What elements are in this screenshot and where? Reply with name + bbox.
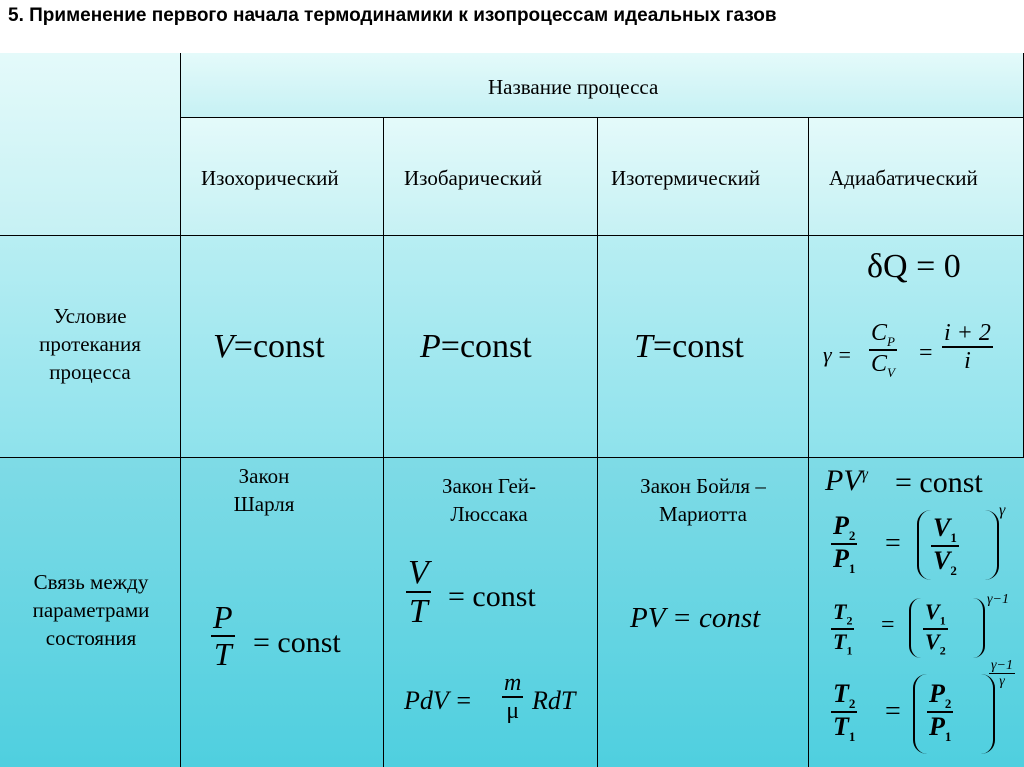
condition-formula: V=const <box>213 328 325 365</box>
process-name-label: Название процесса <box>488 75 659 99</box>
law-name: Закон Шарля <box>233 464 295 516</box>
row-label-relation <box>0 458 181 767</box>
work-lhs: PdV = <box>404 686 473 715</box>
law-isobaric <box>384 458 598 767</box>
condition-isobaric <box>384 236 598 458</box>
process-name-header <box>181 53 1024 118</box>
exponent-fraction: $\frac{\gamma-1}{\gamma}$ <box>991 658 1013 690</box>
exponent: γ−1 <box>987 592 1009 607</box>
temperature-ratio-fraction: $\frac{T_2}{T_1}$ <box>833 679 856 745</box>
condition-formula: T=const <box>634 328 744 365</box>
gay-lussac-rhs: = const <box>448 580 536 613</box>
condition-formula: P=const <box>420 328 532 365</box>
column-header-isothermal <box>598 118 809 236</box>
work-rhs: RdT <box>532 686 576 715</box>
law-isothermal <box>598 458 809 767</box>
law-name: Закон Бойля – Мариотта <box>640 474 766 526</box>
work-fraction: $\frac{m}{\mu}$ <box>504 670 522 725</box>
equals-sign: = <box>919 340 933 366</box>
temperature-ratio-fraction: $\frac{T_2}{T_1}$ <box>833 599 853 657</box>
row-label-text: Условие протекания процесса <box>39 304 141 384</box>
page-title: 5. Применение первого начала термодинамики к изопроцессам идеальных газов <box>0 0 1024 50</box>
column-header-isobaric <box>384 118 598 236</box>
column-label: Изотермический <box>611 166 761 190</box>
condition-adiabatic <box>809 236 1024 458</box>
gay-lussac-fraction: $\frac{V}{T}$ <box>408 554 429 631</box>
delta-q-formula: δQ = 0 <box>867 248 961 285</box>
condition-isochoric <box>181 236 384 458</box>
law-isochoric <box>181 458 384 767</box>
equals-sign: = <box>881 612 895 638</box>
poisson-rhs: = const <box>895 466 983 499</box>
column-label: Изобарический <box>404 166 542 190</box>
exponent: γ <box>999 502 1006 519</box>
poisson-lhs: $PV^\gamma$ <box>825 464 868 497</box>
row-label-text: Связь между параметрами состояния <box>32 570 150 650</box>
law-adiabatic <box>809 458 1024 767</box>
law-name: Закон Гей-Люссака <box>441 474 537 526</box>
charles-rhs: = const <box>253 626 341 659</box>
condition-isothermal <box>598 236 809 458</box>
gamma-lhs: γ = <box>823 342 853 367</box>
paren <box>913 674 995 754</box>
cp-cv-fraction: $\frac{C_P}{C_V}$ <box>871 320 895 380</box>
volume-ratio-fraction: $\frac{V_1}{V_2}$ <box>933 513 957 579</box>
charles-fraction: $\frac{P}{T}$ <box>213 599 233 673</box>
row-label-condition <box>0 236 181 458</box>
degrees-fraction: $\frac{i + 2}{i}$ <box>944 320 991 375</box>
pressure-ratio-fraction: $\frac{P_2}{P_1}$ <box>929 679 952 745</box>
column-label: Адиабатический <box>829 166 978 190</box>
column-header-isochoric <box>181 118 384 236</box>
pressure-ratio-fraction: $\frac{P_2}{P_1}$ <box>833 511 856 577</box>
equals-sign: = <box>885 528 901 559</box>
equals-sign: = <box>885 696 901 727</box>
boyle-formula: PV = const <box>630 602 761 634</box>
volume-ratio-fraction: $\frac{V_1}{V_2}$ <box>925 599 946 657</box>
column-label: Изохорический <box>201 166 339 190</box>
column-header-adiabatic <box>809 118 1024 236</box>
corner-cell <box>0 53 181 236</box>
